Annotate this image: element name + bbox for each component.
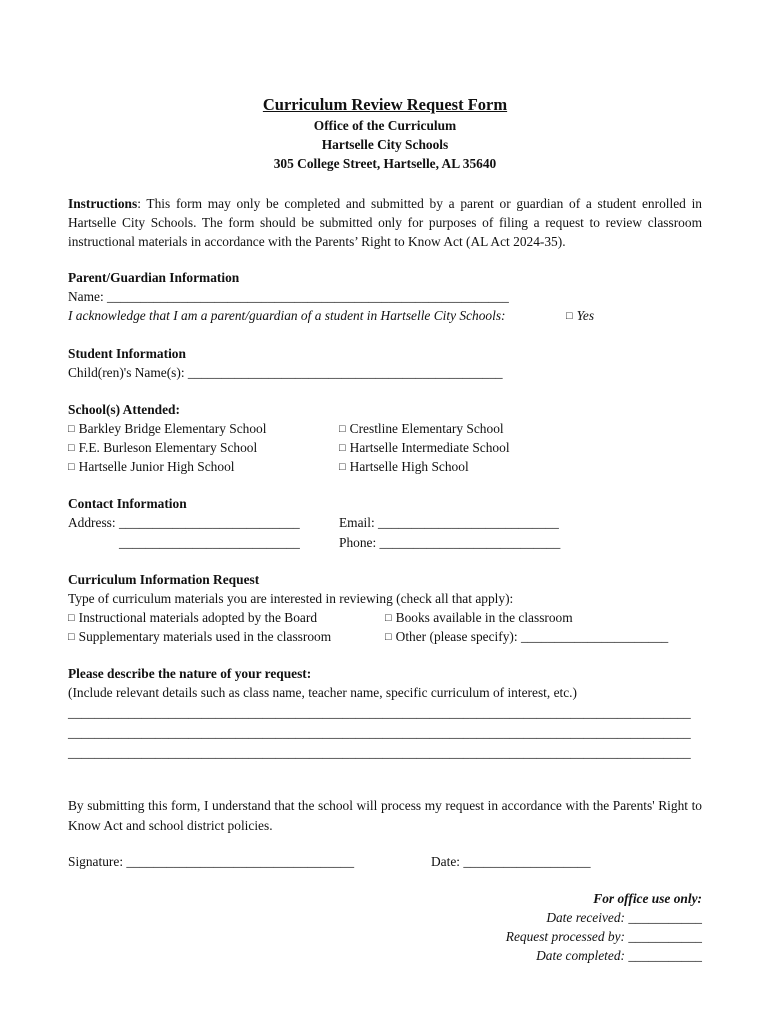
office-date-completed: Date completed: ___________ xyxy=(536,948,702,963)
school-checkbox-junior-high[interactable] xyxy=(68,458,235,477)
parent-name-field[interactable]: Name: ____________________________________________________________ xyxy=(68,289,509,304)
office-name: Office of the Curriculum xyxy=(313,118,457,133)
checkbox-icon: □ xyxy=(385,631,392,643)
checkbox-icon: □ xyxy=(339,461,346,473)
school-checkbox-burleson[interactable] xyxy=(68,439,257,458)
office-date-received: Date received: ___________ xyxy=(546,910,702,925)
curriculum-prompt: Type of curriculum materials you are interested in reviewing (check all that apply): xyxy=(68,591,514,606)
material-checkbox-supplementary[interactable] xyxy=(68,628,331,647)
material-checkbox-other[interactable] xyxy=(385,628,668,647)
office-use-heading: For office use only: xyxy=(593,891,702,906)
describe-line[interactable]: _____________________________________________________________________________________________ xyxy=(68,725,691,740)
school-label: Hartselle Intermediate School xyxy=(349,440,510,455)
describe-line[interactable]: _____________________________________________________________________________________________ xyxy=(68,705,691,720)
describe-heading: Please describe the nature of your request: xyxy=(68,666,312,681)
school-label: Hartselle Junior High School xyxy=(78,459,235,474)
curriculum-heading: Curriculum Information Request xyxy=(68,572,260,587)
submission-statement: By submitting this form, I understand that the school will process my request in accordance with the Parents' Right to Know Act and school district policies. xyxy=(68,798,702,833)
checkbox-icon: □ xyxy=(339,423,346,435)
parent-acknowledge-text: I acknowledge that I am a parent/guardian of a student in Hartselle City Schools: xyxy=(68,308,506,323)
instructions-text: : This form may only be completed and submitted by a parent or guardian of a student enrolled in Hartselle City Schools. The form should be submitted only for purposes of filing a request to review classroom instructional materials in accordance with the Parents’ Right to Know Act (AL Act 2024-35). xyxy=(68,196,702,249)
child-names-field[interactable]: Child(ren)'s Name(s): _______________________________________________ xyxy=(68,365,503,380)
material-checkbox-instructional[interactable] xyxy=(68,609,317,628)
school-label: F.E. Burleson Elementary School xyxy=(78,440,258,455)
school-checkbox-crestline[interactable] xyxy=(339,420,504,439)
school-label: Barkley Bridge Elementary School xyxy=(78,421,267,436)
checkbox-icon: □ xyxy=(68,423,75,435)
checkbox-icon: □ xyxy=(68,612,75,624)
school-checkbox-high-school[interactable] xyxy=(339,458,469,477)
school-label: Hartselle High School xyxy=(349,459,469,474)
material-label: Supplementary materials used in the classroom xyxy=(78,629,332,644)
checkbox-icon: □ xyxy=(385,612,392,624)
material-label: Books available in the classroom xyxy=(395,610,573,625)
form-title: Curriculum Review Request Form xyxy=(262,95,508,114)
student-heading: Student Information xyxy=(68,346,186,361)
school-checkbox-barkley[interactable] xyxy=(68,420,266,439)
address-field[interactable]: Address: ___________________________ xyxy=(68,515,300,530)
schools-heading: School(s) Attended: xyxy=(68,402,180,417)
describe-subtext: (Include relevant details such as class name, teacher name, specific curriculum of interest, etc.) xyxy=(68,685,577,700)
office-request-processed: Request processed by: ___________ xyxy=(505,929,702,944)
checkbox-icon: □ xyxy=(339,442,346,454)
checkbox-icon: □ xyxy=(68,461,75,473)
parent-heading: Parent/Guardian Information xyxy=(68,270,240,285)
school-checkbox-intermediate[interactable] xyxy=(339,439,510,458)
yes-label: Yes xyxy=(576,308,595,323)
instructions-label: Instructions xyxy=(68,196,138,211)
checkbox-icon: □ xyxy=(68,631,75,643)
signature-field[interactable]: Signature: __________________________________ xyxy=(68,854,355,869)
district-name: Hartselle City Schools xyxy=(321,137,449,152)
email-field[interactable]: Email: ___________________________ xyxy=(339,515,559,530)
district-address: 305 College Street, Hartselle, AL 35640 xyxy=(273,156,497,171)
material-label: Other (please specify): ______________________ xyxy=(395,629,669,644)
checkbox-icon: □ xyxy=(68,442,75,454)
phone-field[interactable]: Phone: ___________________________ xyxy=(339,535,561,550)
material-checkbox-books[interactable] xyxy=(385,609,573,628)
contact-heading: Contact Information xyxy=(68,496,187,511)
material-label: Instructional materials adopted by the Board xyxy=(78,610,318,625)
checkbox-icon: □ xyxy=(566,310,573,322)
acknowledge-yes-checkbox[interactable] xyxy=(566,307,594,326)
address-field-line2[interactable]: ___________________________ xyxy=(119,535,300,550)
date-field[interactable]: Date: ___________________ xyxy=(431,854,591,869)
instructions xyxy=(68,194,702,251)
school-label: Crestline Elementary School xyxy=(349,421,504,436)
describe-line[interactable]: _____________________________________________________________________________________________ xyxy=(68,745,691,760)
